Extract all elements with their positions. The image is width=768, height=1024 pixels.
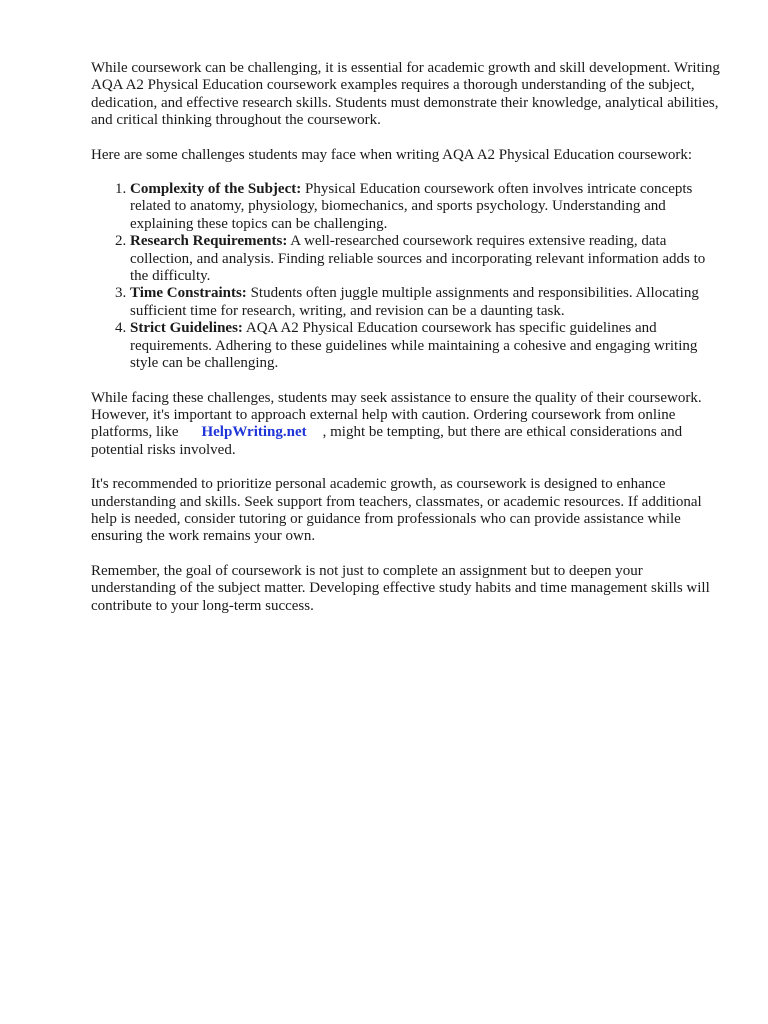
challenge-item [130,233,721,285]
challenge-item [130,285,721,320]
challenge-title: Complexity of the Subject: [130,181,302,198]
challenge-text: AQA A2 Physical Education coursework has specific guidelines and requirements. Adhering to these guidelines while maintaining a cohesive and engaging writing style can be challenging. [130,320,698,372]
challenge-item [130,181,721,233]
challenge-title: Strict Guidelines: [130,320,243,337]
challenge-title: Research Requirements: [130,233,288,250]
challenge-text: A well-researched coursework requires extensive reading, data collection, and analysis. Finding reliable sources and incorporating relevant information adds to the difficulty. [130,233,706,285]
conclusion-paragraph: Remember, the goal of coursework is not just to complete an assignment but to deepen your understanding of the subject matter. Developing effective study habits and time management skills will contribute to your long-term success. [91,562,710,614]
assistance-paragraph [91,390,721,460]
helpwriting-link[interactable]: HelpWriting.net [201,424,307,441]
challenges-lead-paragraph: Here are some challenges students may face when writing AQA A2 Physical Education coursework: [91,146,693,163]
assistance-text-before: While facing these challenges, students may seek assistance to ensure the quality of their coursework. However, it's important to approach external help with caution. Ordering coursework from online platforms, like [91,389,702,441]
assistance-text-after: , might be tempting, but there are ethical considerations and potential risks involved. [91,424,683,458]
challenges-list [91,181,721,372]
challenge-item [130,320,721,372]
challenge-title: Time Constraints: [130,285,247,302]
challenge-text: Physical Education coursework often involves intricate concepts related to anatomy, physiology, biomechanics, and sports psychology. Understanding and explaining these topics can be challenging. [130,181,693,232]
intro-paragraph: While coursework can be challenging, it is essential for academic growth and skill development. Writing AQA A2 Physical Education coursework examples requires a thorough understanding of the subject, dedication, and effective research skills. Students must demonstrate their knowledge, analytical abilities, and critical thinking throughout the coursework. [91,60,720,129]
recommendation-paragraph: It's recommended to prioritize personal academic growth, as coursework is designed to enhance understanding and skills. Seek support from teachers, classmates, or academic resources. If additional help is needed, consider tutoring or guidance from professionals who can provide assistance while ensuring the work remains your own. [91,476,702,545]
document-page [91,60,721,632]
challenge-text: Students often juggle multiple assignments and responsibilities. Allocating sufficient time for research, writing, and revision can be a daunting task. [130,285,699,319]
